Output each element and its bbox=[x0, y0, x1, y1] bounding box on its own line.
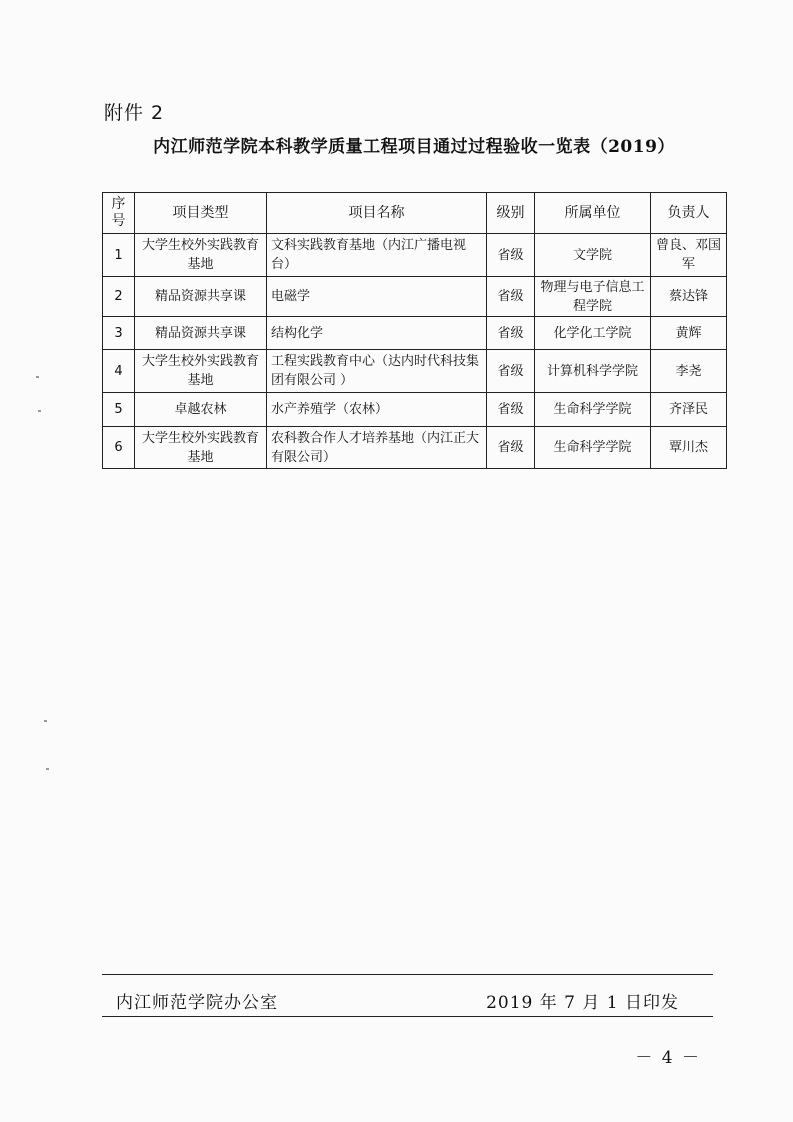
cell-name: 结构化学 bbox=[267, 317, 487, 350]
cell-name: 文科实践教育基地（内江广播电视台） bbox=[267, 234, 487, 277]
cell-level: 省级 bbox=[487, 393, 535, 427]
header-leader: 负责人 bbox=[651, 193, 727, 234]
cell-type: 大学生校外实践教育基地 bbox=[135, 427, 267, 469]
cell-level: 省级 bbox=[487, 317, 535, 350]
document-title: 内江师范学院本科教学质量工程项目通过过程验收一览表（2019） bbox=[153, 137, 675, 157]
acceptance-table bbox=[102, 192, 727, 469]
cell-unit: 生命科学学院 bbox=[535, 427, 651, 469]
header-name: 项目名称 bbox=[267, 193, 487, 234]
page-number: － 4 － bbox=[635, 1048, 701, 1068]
footer-top-rule bbox=[102, 974, 713, 975]
scan-speck bbox=[44, 720, 47, 722]
cell-name: 农科教合作人才培养基地（内江正大有限公司） bbox=[267, 427, 487, 469]
issue-date: 2019 年 7 月 1 日印发 bbox=[486, 993, 679, 1013]
cell-unit: 化学化工学院 bbox=[535, 317, 651, 350]
cell-leader: 曾良、邓国军 bbox=[651, 234, 727, 277]
cell-name: 工程实践教育中心（达内时代科技集团有限公司 ） bbox=[267, 350, 487, 393]
scan-speck bbox=[46, 768, 49, 770]
cell-no: 5 bbox=[103, 393, 135, 427]
table-row bbox=[103, 427, 727, 469]
table-row bbox=[103, 393, 727, 427]
table-header-row bbox=[103, 193, 727, 234]
footer-bottom-rule bbox=[102, 1016, 713, 1017]
table-row bbox=[103, 277, 727, 317]
cell-unit: 计算机科学学院 bbox=[535, 350, 651, 393]
cell-leader: 李尧 bbox=[651, 350, 727, 393]
cell-level: 省级 bbox=[487, 277, 535, 317]
scan-speck bbox=[38, 410, 41, 412]
cell-no: 3 bbox=[103, 317, 135, 350]
scan-speck bbox=[36, 376, 39, 378]
cell-level: 省级 bbox=[487, 234, 535, 277]
cell-type: 大学生校外实践教育基地 bbox=[135, 234, 267, 277]
cell-level: 省级 bbox=[487, 350, 535, 393]
cell-type: 精品资源共享课 bbox=[135, 317, 267, 350]
cell-no: 6 bbox=[103, 427, 135, 469]
cell-unit: 文学院 bbox=[535, 234, 651, 277]
cell-leader: 黄辉 bbox=[651, 317, 727, 350]
issuing-office: 内江师范学院办公室 bbox=[116, 993, 278, 1013]
header-level: 级别 bbox=[487, 193, 535, 234]
header-no: 序号 bbox=[103, 193, 135, 234]
table-row bbox=[103, 317, 727, 350]
cell-unit: 生命科学学院 bbox=[535, 393, 651, 427]
table-row bbox=[103, 350, 727, 393]
cell-name: 水产养殖学（农林） bbox=[267, 393, 487, 427]
header-unit: 所属单位 bbox=[535, 193, 651, 234]
cell-name: 电磁学 bbox=[267, 277, 487, 317]
cell-type: 大学生校外实践教育基地 bbox=[135, 350, 267, 393]
cell-leader: 覃川杰 bbox=[651, 427, 727, 469]
cell-type: 卓越农林 bbox=[135, 393, 267, 427]
cell-unit: 物理与电子信息工程学院 bbox=[535, 277, 651, 317]
cell-no: 1 bbox=[103, 234, 135, 277]
cell-leader: 蔡达锋 bbox=[651, 277, 727, 317]
cell-no: 2 bbox=[103, 277, 135, 317]
table-row bbox=[103, 234, 727, 277]
cell-type: 精品资源共享课 bbox=[135, 277, 267, 317]
cell-no: 4 bbox=[103, 350, 135, 393]
cell-level: 省级 bbox=[487, 427, 535, 469]
header-type: 项目类型 bbox=[135, 193, 267, 234]
cell-leader: 齐泽民 bbox=[651, 393, 727, 427]
attachment-label: 附件 2 bbox=[104, 102, 165, 124]
